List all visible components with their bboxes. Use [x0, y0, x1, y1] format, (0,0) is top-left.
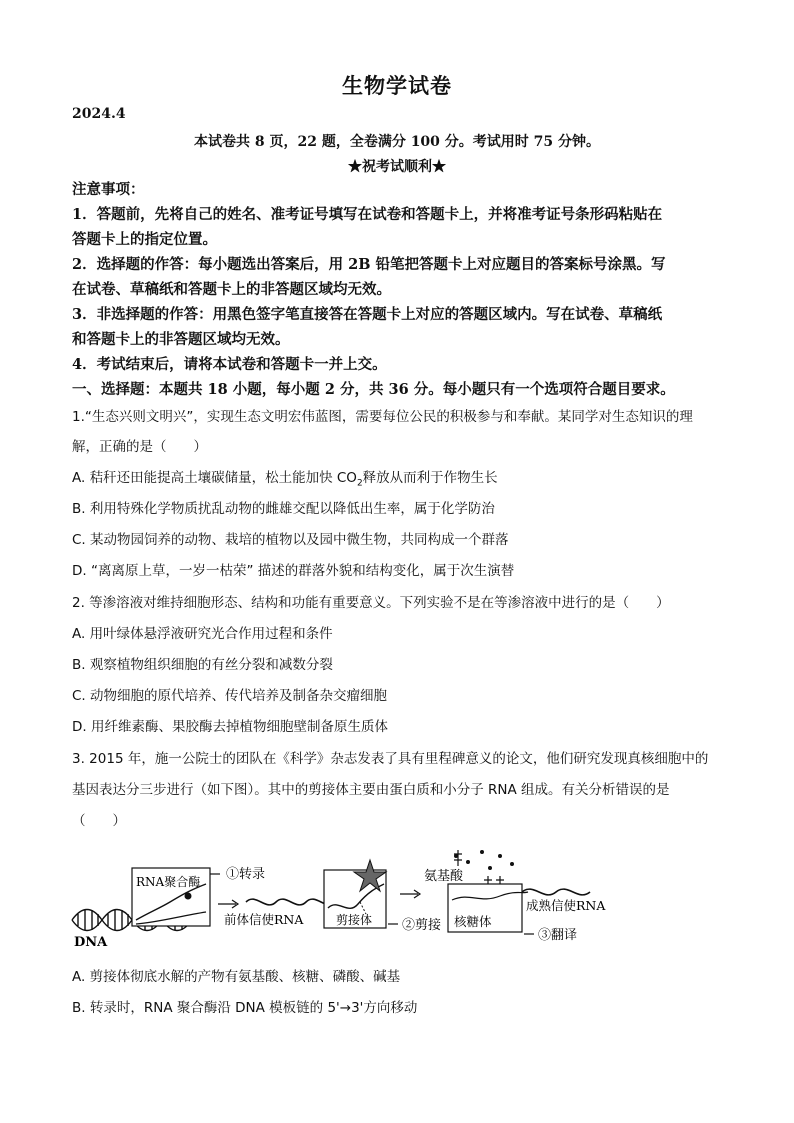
q2-option-b: B. 观察植物组织细胞的有丝分裂和减数分裂	[72, 657, 333, 673]
rna-polymerase-label: RNA聚合酶	[136, 875, 201, 889]
note-line-2: 答题卡上的指定位置。	[72, 231, 217, 248]
step3-label: ③翻译	[538, 928, 578, 943]
q1-option-a: A. 秸秆还田能提高土壤碳储量，松土能加快 $CO_2$释放从而利于作物生长	[72, 470, 498, 489]
amino-acid-dots-icon	[454, 850, 514, 870]
spliceosome-label: 剪接体	[336, 913, 373, 927]
pre-mrna-label: 前体信使RNA	[224, 912, 304, 927]
note-line-4: 在试卷、草稿纸和答题卡上的非答题区域均无效。	[72, 281, 391, 298]
note-line-5: 3．非选择题的作答：用黑色签字笔直接答在答题卡上对应的答题区域内。写在试卷、草稿纸	[72, 306, 663, 323]
ribosome-label: 核糖体	[454, 914, 492, 929]
q2-stem: 2. 等渗溶液对维持细胞形态、结构和功能有重要意义。下列实验不是在等渗溶液中进行的是（ ）	[72, 595, 670, 611]
note-line-3: 2．选择题的作答：每小题选出答案后，用 2B 铅笔把答题卡上对应题目的答案标号涂黑。写	[72, 256, 666, 273]
section-heading: 一、选择题：本题共 18 小题，每小题 2 分，共 36 分。每小题只有一个选项符合题目要求。	[72, 381, 675, 398]
q3-stem-line-1: 3. 2015 年，施一公院士的团队在《科学》杂志发表了具有里程碑意义的论文，他们研究发现真核细胞中的	[72, 751, 709, 767]
step1-label: ①转录	[226, 867, 266, 882]
q3-option-a: A. 剪接体彻底水解的产物有氨基酸、核糖、磷酸、碱基	[72, 969, 401, 985]
arrow-1-icon	[218, 900, 238, 908]
exam-wish: ★祝考试顺利★	[348, 159, 446, 175]
exam-title: 生物学试卷	[342, 73, 452, 98]
q3-option-b: B. 转录时，RNA 聚合酶沿 DNA 模板链的 5'→3'方向移动	[72, 1000, 418, 1016]
exam-info: 本试卷共 8 页，22 题，全卷满分 100 分。考试用时 75 分钟。	[193, 134, 601, 150]
mature-mrna-label: 成熟信使RNA	[526, 898, 606, 913]
note-line-7: 4．考试结束后，请将本试卷和答题卡一并上交。	[72, 356, 387, 373]
gene-expression-diagram	[70, 842, 630, 952]
pre-mrna-icon	[246, 899, 336, 905]
q1-option-c: C. 某动物园饲养的动物、栽培的植物以及园中微生物，共同构成一个群落	[72, 532, 509, 548]
q3-stem-line-3: （ ）	[72, 813, 126, 829]
note-line-6: 和答题卡上的非答题区域均无效。	[72, 331, 290, 348]
q2-option-a: A. 用叶绿体悬浮液研究光合作用过程和条件	[72, 626, 333, 642]
q2-option-d: D. 用纤维素酶、果胶酶去掉植物细胞壁制备原生质体	[72, 719, 388, 735]
q1-stem-line-2: 解，正确的是（ ）	[72, 439, 207, 455]
mature-mrna-icon	[522, 889, 590, 895]
q2-option-c: C. 动物细胞的原代培养、传代培养及制备杂交瘤细胞	[72, 688, 388, 704]
dna-label: DNA	[74, 935, 108, 950]
note-line-1: 1．答题前，先将自己的姓名、准考证号填写在试卷和答题卡上，并将准考证号条形码粘贴在	[72, 206, 663, 223]
q1-option-b: B. 利用特殊化学物质扰乱动物的雌雄交配以降低出生率，属于化学防治	[72, 501, 495, 517]
amino-acid-label: 氨基酸	[424, 869, 464, 884]
exam-date: 2024.4	[72, 106, 126, 122]
polymerase-dot-icon	[185, 893, 192, 900]
step2-label: ②剪接	[402, 918, 442, 933]
notes-heading: 注意事项：	[72, 181, 145, 198]
q1-stem-line-1: 1.“生态兴则文明兴”，实现生态文明宏伟蓝图，需要每位公民的积极参与和奉献。某同学对生态知识的理	[72, 409, 693, 425]
q1-option-d: D. “离离原上草，一岁一枯荣” 描述的群落外貌和结构变化，属于次生演替	[72, 563, 515, 579]
arrow-2-icon	[400, 890, 420, 898]
q3-stem-line-2: 基因表达分三步进行（如下图）。其中的剪接体主要由蛋白质和小分子 RNA 组成。有关分析错误的是	[72, 782, 670, 798]
